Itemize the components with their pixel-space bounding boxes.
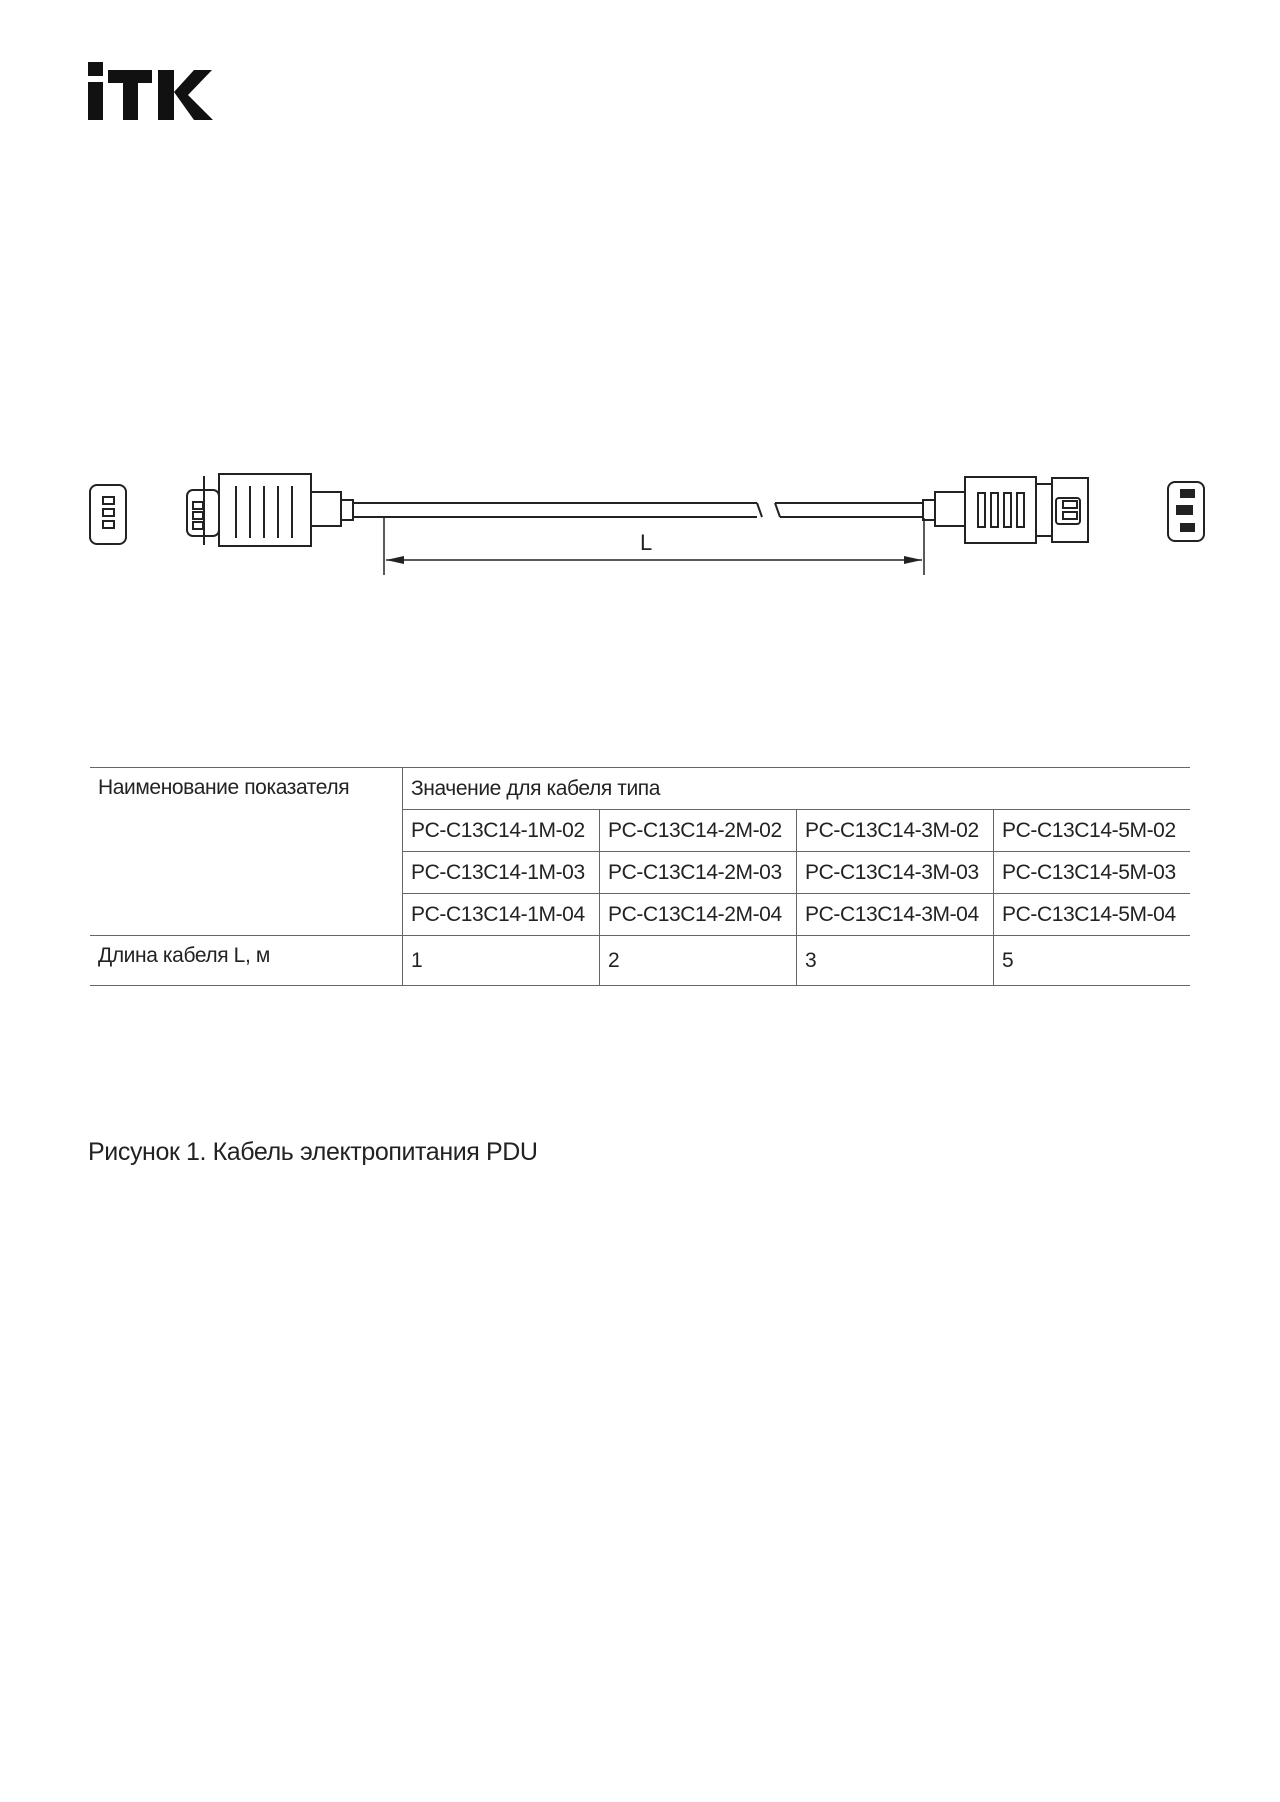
type-cell: PC-C13C14-3M-02 xyxy=(797,810,994,852)
length-value: 2 xyxy=(600,936,797,986)
c14-connector-icon xyxy=(923,477,1088,543)
type-cell: PC-C13C14-2M-04 xyxy=(600,894,797,936)
c13-face-icon xyxy=(90,485,126,544)
type-cell: PC-C13C14-1M-03 xyxy=(403,852,600,894)
cable-line xyxy=(353,503,923,517)
type-cell: PC-C13C14-5M-02 xyxy=(994,810,1191,852)
length-row xyxy=(90,936,1190,986)
value-header: Значение для кабеля типа xyxy=(403,768,1191,810)
figure-caption: Рисунок 1. Кабель электропитания PDU xyxy=(88,1138,538,1166)
length-value: 1 xyxy=(403,936,600,986)
length-value: 3 xyxy=(797,936,994,986)
header-label: Наименование показателя xyxy=(90,768,403,936)
c14-face-icon xyxy=(1168,482,1204,541)
dimension-l xyxy=(384,518,924,575)
type-cell: PC-C13C14-1M-04 xyxy=(403,894,600,936)
length-label: Длина кабеля L, м xyxy=(90,936,403,986)
itk-logo xyxy=(88,62,214,122)
type-cell: PC-C13C14-1M-02 xyxy=(403,810,600,852)
type-cell: PC-C13C14-5M-04 xyxy=(994,894,1191,936)
spec-table xyxy=(90,767,1190,986)
cable-drawing xyxy=(80,460,1210,580)
type-cell: PC-C13C14-3M-04 xyxy=(797,894,994,936)
type-cell: PC-C13C14-5M-03 xyxy=(994,852,1191,894)
c13-connector-icon xyxy=(187,474,353,546)
length-value: 5 xyxy=(994,936,1191,986)
dimension-label: L xyxy=(640,530,653,555)
type-cell: PC-C13C14-2M-03 xyxy=(600,852,797,894)
type-cell: PC-C13C14-3M-03 xyxy=(797,852,994,894)
type-cell: PC-C13C14-2M-02 xyxy=(600,810,797,852)
cable-diagram xyxy=(80,460,1210,580)
